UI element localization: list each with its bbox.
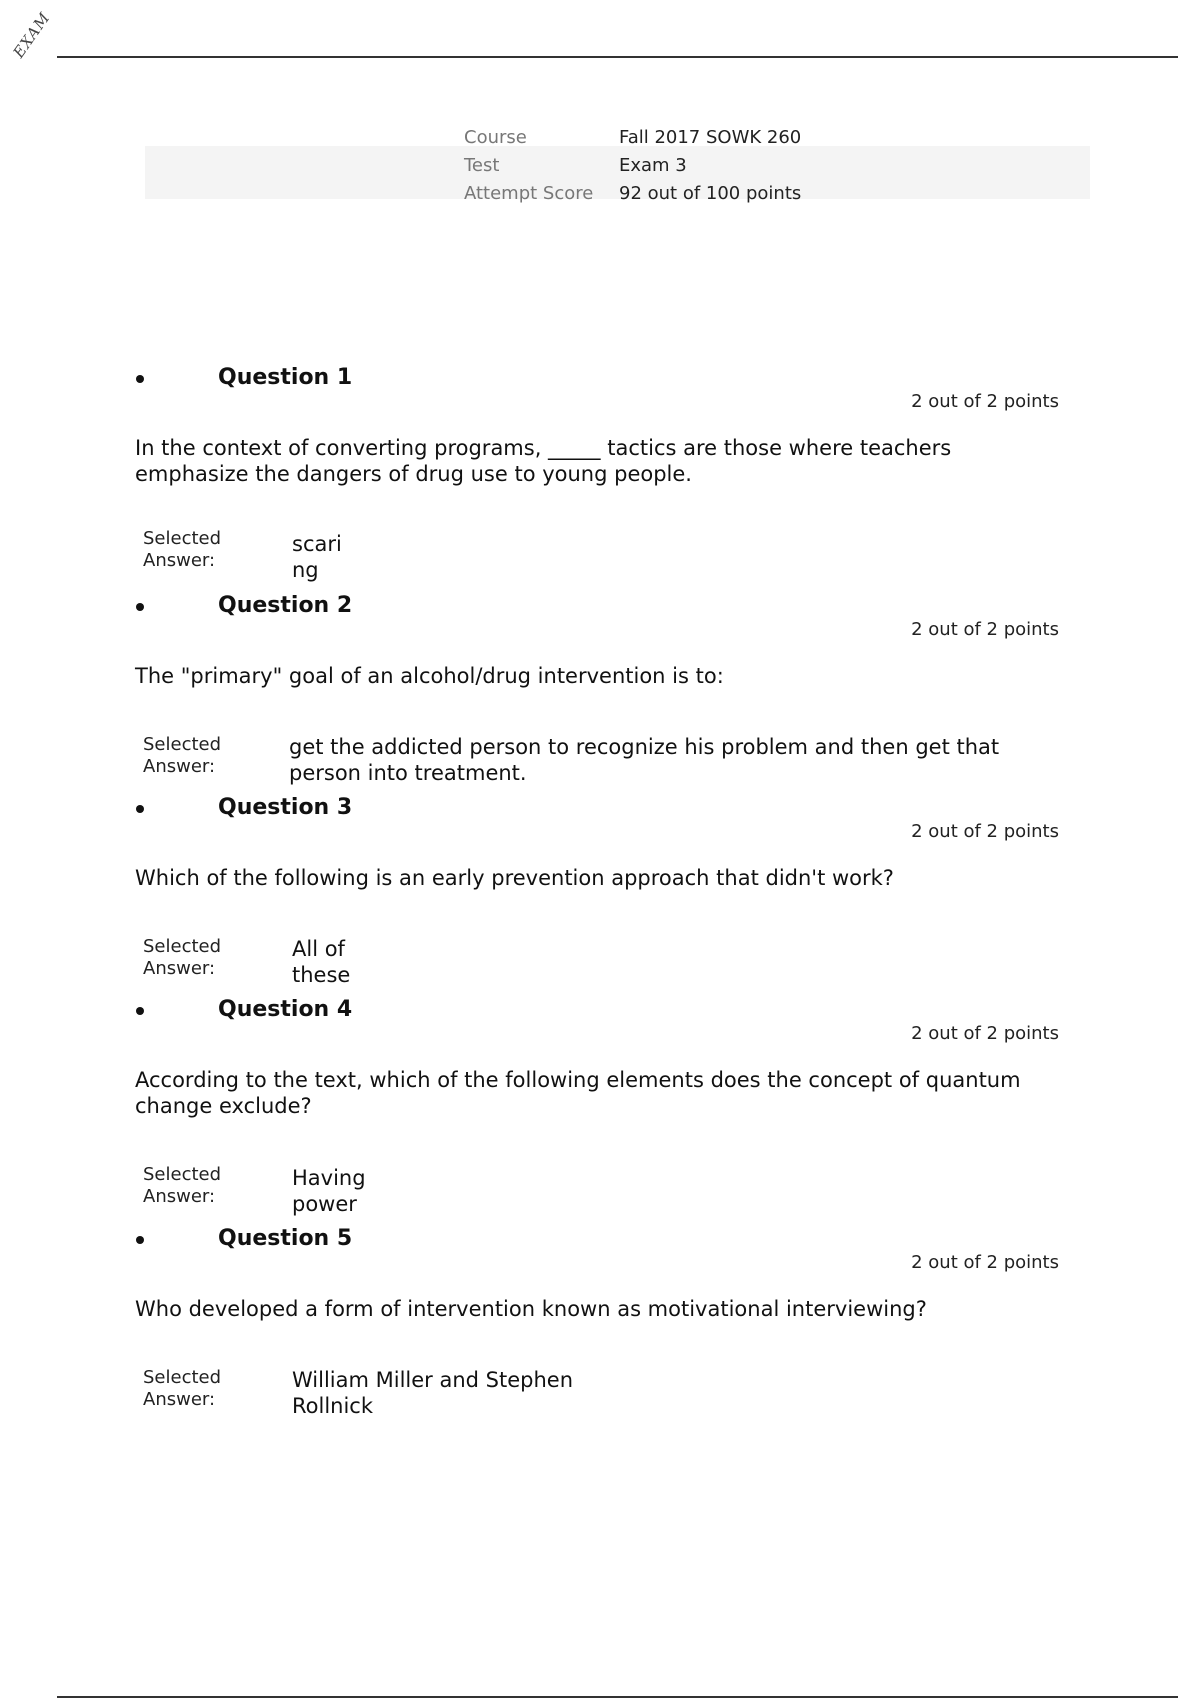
question-points: 2 out of 2 points bbox=[911, 1023, 1059, 1044]
bullet-icon bbox=[136, 805, 144, 813]
question-text: The "primary" goal of an alcohol/drug intervention is to: bbox=[135, 664, 724, 688]
top-rule bbox=[57, 56, 1178, 58]
attempt-score-label: Attempt Score bbox=[464, 183, 594, 204]
bullet-icon bbox=[136, 1007, 144, 1015]
question-2 bbox=[0, 591, 1200, 791]
question-text: According to the text, which of the following elements does the concept of quantum change exclude? bbox=[135, 1068, 1021, 1118]
question-text: In the context of converting programs, _____ tactics are those where teachers emphasize the dangers of drug use to young people. bbox=[135, 436, 952, 486]
selected-answer-label: Selected Answer: bbox=[143, 1367, 222, 1410]
bottom-rule bbox=[57, 1696, 1178, 1698]
test-label: Test bbox=[464, 155, 500, 176]
course-label: Course bbox=[464, 127, 527, 148]
question-title: Question 3 bbox=[218, 795, 353, 820]
question-points: 2 out of 2 points bbox=[911, 391, 1059, 412]
selected-answer: get the addicted person to recognize his problem and then get that person into treatment. bbox=[289, 735, 1000, 785]
selected-answer: All of these bbox=[292, 937, 351, 987]
question-4 bbox=[0, 995, 1200, 1215]
selected-answer: William Miller and Stephen Rollnick bbox=[292, 1368, 574, 1418]
question-title: Question 5 bbox=[218, 1226, 353, 1251]
bullet-icon bbox=[136, 1236, 144, 1244]
question-title: Question 2 bbox=[218, 593, 353, 618]
attempt-score-value: 92 out of 100 points bbox=[619, 183, 802, 204]
attempt-summary bbox=[464, 124, 801, 208]
selected-answer-label: Selected Answer: bbox=[143, 528, 222, 571]
question-points: 2 out of 2 points bbox=[911, 619, 1059, 640]
summary-row-score bbox=[464, 180, 801, 208]
test-value: Exam 3 bbox=[619, 155, 687, 176]
selected-answer-label: Selected Answer: bbox=[143, 1164, 222, 1207]
question-text: Which of the following is an early prevention approach that didn't work? bbox=[135, 866, 894, 890]
exam-watermark: EXAM bbox=[9, 8, 54, 62]
question-title: Question 4 bbox=[218, 997, 353, 1022]
bullet-icon bbox=[136, 375, 144, 383]
bullet-icon bbox=[136, 603, 144, 611]
question-points: 2 out of 2 points bbox=[911, 821, 1059, 842]
selected-answer: Having power bbox=[292, 1166, 366, 1216]
question-1 bbox=[0, 363, 1200, 583]
selected-answer-label: Selected Answer: bbox=[143, 936, 222, 979]
question-points: 2 out of 2 points bbox=[911, 1252, 1059, 1273]
summary-row-test bbox=[464, 152, 801, 180]
selected-answer-label: Selected Answer: bbox=[143, 734, 222, 777]
question-5 bbox=[0, 1224, 1200, 1444]
question-3 bbox=[0, 793, 1200, 1003]
question-text: Who developed a form of intervention known as motivational interviewing? bbox=[135, 1297, 927, 1321]
summary-row-course bbox=[464, 124, 801, 152]
question-title: Question 1 bbox=[218, 365, 353, 390]
selected-answer: scaring bbox=[292, 532, 342, 582]
course-value: Fall 2017 SOWK 260 bbox=[619, 127, 802, 148]
